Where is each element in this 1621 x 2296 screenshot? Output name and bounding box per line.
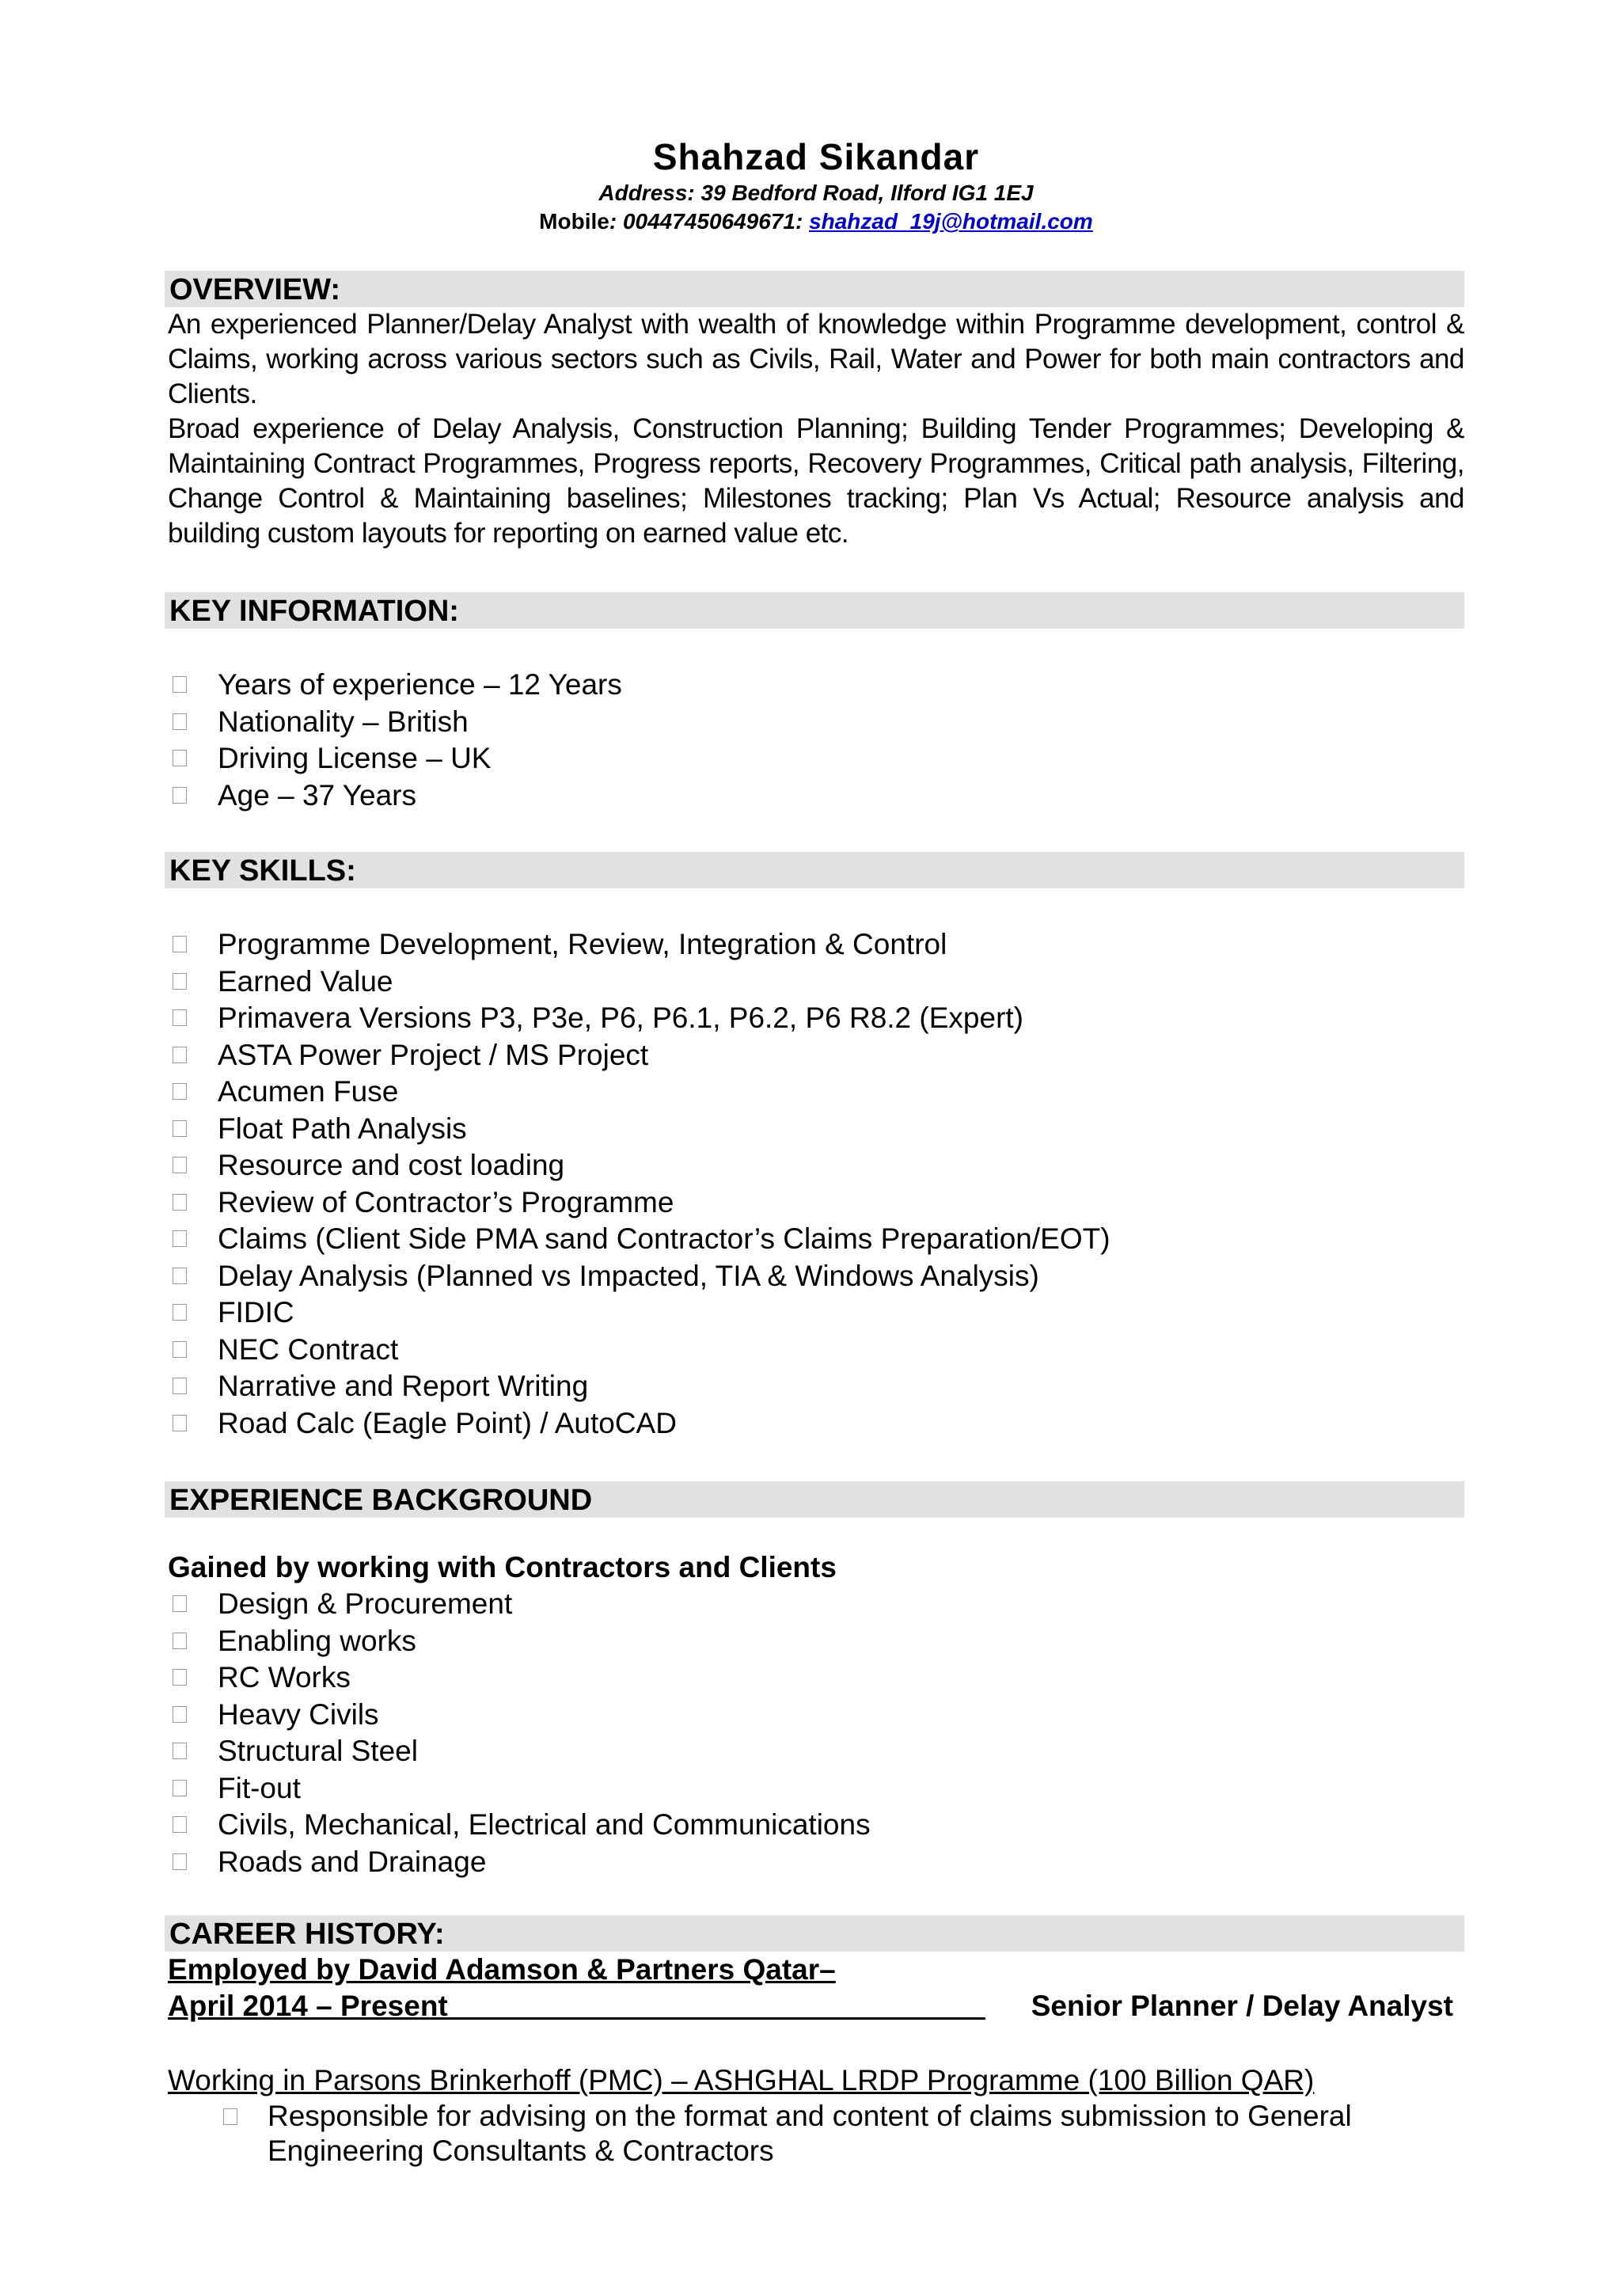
list-item: Programme Development, Review, Integration & Control xyxy=(168,926,1464,964)
list-item: Resource and cost loading xyxy=(168,1147,1464,1184)
list-item: Design & Procurement xyxy=(168,1586,1464,1623)
bullet-box-icon xyxy=(173,1194,187,1211)
bullet-box-icon xyxy=(173,1157,187,1173)
responsibilities-list xyxy=(168,2099,1464,2169)
key-information-list xyxy=(168,667,1464,814)
bullet-box-icon xyxy=(173,676,187,693)
bullet-box-icon xyxy=(173,1595,187,1612)
list-item: Responsible for advising on the format and content of claims submission to General Engineering Consultants & Contractors xyxy=(168,2099,1464,2169)
bullet-box-icon xyxy=(173,1230,187,1247)
bullet-box-icon xyxy=(173,750,187,766)
bullet-box-icon xyxy=(173,973,187,990)
resume-page xyxy=(168,135,1464,2169)
key-skills-list xyxy=(168,926,1464,1442)
bullet-box-icon xyxy=(173,936,187,952)
list-item: Fit-out xyxy=(168,1770,1464,1808)
bullet-box-icon xyxy=(173,1853,187,1870)
list-item: ASTA Power Project / MS Project xyxy=(168,1037,1464,1074)
contact-line xyxy=(168,207,1464,236)
list-item: Age – 37 Years xyxy=(168,777,1464,815)
experience-heading: EXPERIENCE BACKGROUND xyxy=(165,1481,1464,1518)
project-line: Working in Parsons Brinkerhoff (PMC) – ASHGHAL LRDP Programme (100 Billion QAR) xyxy=(168,2064,1315,2096)
bullet-box-icon xyxy=(173,1633,187,1649)
list-item: Years of experience – 12 Years xyxy=(168,667,1464,704)
career-heading: CAREER HISTORY: xyxy=(165,1915,1464,1952)
mobile-label: Mobile xyxy=(539,209,609,234)
key-information-heading: KEY INFORMATION: xyxy=(165,592,1464,629)
list-item: Delay Analysis (Planned vs Impacted, TIA & Windows Analysis) xyxy=(168,1258,1464,1295)
overview-para-1: An experienced Planner/Delay Analyst with wealth of knowledge within Programme development, control & Claims, working across various sectors such as Civils, Rail, Water and Power for both main contractors and Clients. xyxy=(168,309,1464,409)
list-item: Structural Steel xyxy=(168,1733,1464,1770)
list-item: Civils, Mechanical, Electrical and Communications xyxy=(168,1807,1464,1844)
list-item: Roads and Drainage xyxy=(168,1844,1464,1881)
bullet-box-icon xyxy=(173,713,187,730)
mobile-number: : 00447450649671: xyxy=(609,209,810,234)
list-item: Review of Contractor’s Programme xyxy=(168,1184,1464,1222)
bullet-box-icon xyxy=(173,1304,187,1321)
list-item: Primavera Versions P3, P3e, P6, P6.1, P6.2, P6 R8.2 (Expert) xyxy=(168,1000,1464,1037)
bullet-box-icon xyxy=(173,787,187,804)
job-title: Senior Planner / Delay Analyst xyxy=(1031,1990,1453,2022)
experience-list xyxy=(168,1586,1464,1880)
bullet-box-icon xyxy=(173,1669,187,1686)
experience-subheading: Gained by working with Contractors and Clients xyxy=(168,1551,837,1583)
list-item: Claims (Client Side PMA sand Contractor’s Claims Preparation/EOT) xyxy=(168,1221,1464,1258)
email-link[interactable]: shahzad_19j@hotmail.com xyxy=(809,209,1093,234)
list-item: Earned Value xyxy=(168,964,1464,1001)
overview-para-2: Broad experience of Delay Analysis, Construction Planning; Building Tender Programmes; Developing & Maintaining Contract Programmes, Progress reports, Recovery Programmes, Critical path analysis, Filtering, Change Control & Maintaining baselines; Milestones tracking; Plan Vs Actual; Resource analysis and building custom layouts for reporting on earned value etc. xyxy=(168,413,1464,549)
list-item: FIDIC xyxy=(168,1294,1464,1332)
key-skills-heading: KEY SKILLS: xyxy=(165,852,1464,888)
bullet-box-icon xyxy=(173,1047,187,1063)
list-item: Float Path Analysis xyxy=(168,1111,1464,1148)
list-item: NEC Contract xyxy=(168,1332,1464,1369)
candidate-name: Shahzad Sikandar xyxy=(652,136,980,177)
date-role-line xyxy=(168,1988,1464,2024)
list-item: Nationality – British xyxy=(168,704,1464,741)
employment-dates: April 2014 – Present_________________________________ xyxy=(168,1990,985,2022)
bullet-box-icon xyxy=(173,1743,187,1759)
list-item: Narrative and Report Writing xyxy=(168,1368,1464,1405)
employer-line: Employed by David Adamson & Partners Qatar– xyxy=(168,1953,836,1986)
list-item: Heavy Civils xyxy=(168,1697,1464,1734)
list-item: Acumen Fuse xyxy=(168,1074,1464,1111)
bullet-box-icon xyxy=(173,1706,187,1723)
bullet-box-icon xyxy=(173,1083,187,1100)
overview-heading: OVERVIEW: xyxy=(165,271,1464,307)
bullet-box-icon xyxy=(173,1120,187,1137)
bullet-box-icon xyxy=(173,1415,187,1431)
list-item: RC Works xyxy=(168,1659,1464,1697)
bullet-box-icon xyxy=(223,2108,237,2125)
bullet-box-icon xyxy=(173,1816,187,1833)
list-item: Road Calc (Eagle Point) / AutoCAD xyxy=(168,1405,1464,1443)
bullet-box-icon xyxy=(173,1268,187,1284)
list-item: Driving License – UK xyxy=(168,740,1464,777)
list-item: Enabling works xyxy=(168,1623,1464,1660)
bullet-box-icon xyxy=(173,1780,187,1796)
bullet-box-icon xyxy=(173,1341,187,1358)
bullet-box-icon xyxy=(173,1378,187,1394)
address-line: Address: 39 Bedford Road, Ilford IG1 1EJ xyxy=(598,181,1034,205)
bullet-box-icon xyxy=(173,1009,187,1026)
